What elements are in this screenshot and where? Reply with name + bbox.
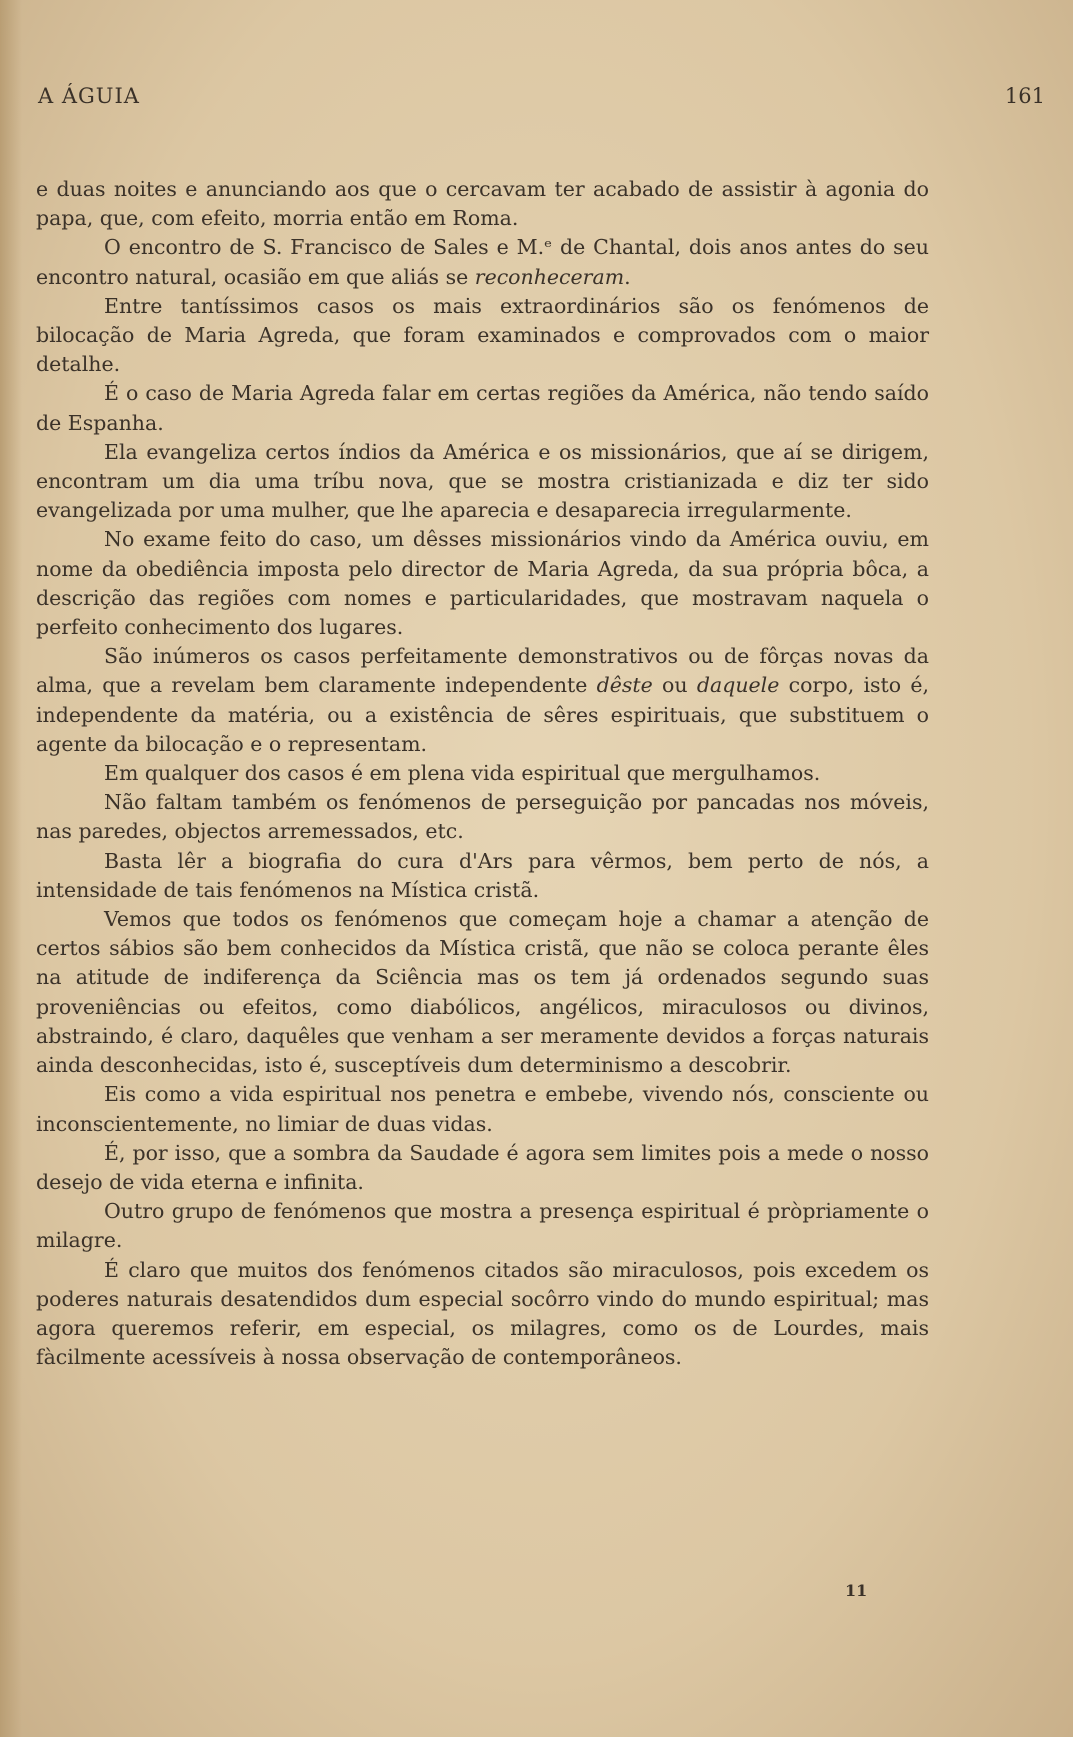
paragraph: Basta lêr a biografia do cura d'Ars para vêrmos, bem perto de nós, a intensidade de tais fenómenos na Mística cristã.: [36, 848, 929, 902]
paragraph: É claro que muitos dos fenómenos citados são miraculosos, pois excedem os poderes naturais desatendidos dum especial socôrro vindo do mundo espiritual; mas agora queremos referir, em especial, os milagres, como os de Lourdes, mais fàcilmente acessíveis à nossa observação de contemporâneos.: [36, 1257, 929, 1370]
paragraph: Entre tantíssimos casos os mais extraordinários são os fenómenos de bilocação de Maria Agreda, que foram examinados e comprovados com o maior detalhe.: [36, 293, 929, 377]
paragraph: Não faltam também os fenómenos de perseguição por pancadas nos móveis, nas paredes, objectos arremessados, etc.: [36, 790, 929, 844]
paragraph: São inúmeros os casos perfeitamente demonstrativos ou de fôrças novas da alma, que a revelam bem claramente independente dêste ou daquele corpo, isto é, independente da matéria, ou a existência de sêres espirituais, que substituem o agente da bilocação e o representam.: [36, 644, 930, 756]
signature-mark: 11: [845, 1581, 868, 1600]
paragraph: Outro grupo de fenómenos que mostra a presença espiritual é pròpriamente o milagre.: [36, 1199, 929, 1253]
journal-title: A ÁGUIA: [38, 84, 140, 108]
italic-word: daquele: [696, 673, 780, 698]
italic-word: reconheceram: [474, 264, 625, 289]
body-text: [36, 175, 929, 1372]
paragraph: É o caso de Maria Agreda falar em certas regiões da América, não tendo saído de Espanha.: [36, 381, 929, 435]
paragraph: e duas noites e anunciando aos que o cercavam ter acabado de assistir à agonia do papa, que, com efeito, morria então em Roma.: [36, 177, 929, 231]
paragraph: Eis como a vida espiritual nos penetra e embebe, vivendo nós, consciente ou inconscientemente, no limiar de duas vidas.: [36, 1082, 929, 1136]
paragraph: Ela evangeliza certos índios da América e os missionários, que aí se dirigem, encontram um dia uma tríbu nova, que se mostra cristianizada e diz ter sido evangelizada por uma mulher, que lhe aparecia e desaparecia irregularmente.: [36, 439, 929, 523]
running-head: [38, 84, 1045, 114]
paragraph: Em qualquer dos casos é em plena vida espiritual que mergulhamos.: [104, 761, 821, 786]
page-number: 161: [1004, 84, 1045, 108]
paragraph: É, por isso, que a sombra da Saudade é agora sem limites pois a mede o nosso desejo de vida eterna e infinita.: [36, 1140, 929, 1194]
paragraph: O encontro de S. Francisco de Sales e M.ᵉ de Chantal, dois anos antes do seu encontro natural, ocasião em que aliás se reconheceram.: [36, 235, 929, 289]
paragraph: Vemos que todos os fenómenos que começam hoje a chamar a atenção de certos sábios são bem conhecidos da Mística cristã, que não se coloca perante êles na atitude de indiferença da Sciência mas os tem já ordenados segundo suas proveniências ou efeitos, como diabólicos, angélicos, miraculosos ou divinos, abstraindo, é claro, daquêles que venham a ser meramente devidos a forças naturais ainda desconhecidas, isto é, susceptíveis dum determinismo a descobrir.: [36, 907, 929, 1078]
italic-word: dêste: [596, 673, 653, 698]
paragraph: No exame feito do caso, um dêsses missionários vindo da América ouviu, em nome da obediência imposta pelo director de Maria Agreda, da sua própria bôca, a descrição das regiões com nomes e particularidades, que mostravam naquela o perfeito conhecimento dos lugares.: [36, 527, 929, 640]
